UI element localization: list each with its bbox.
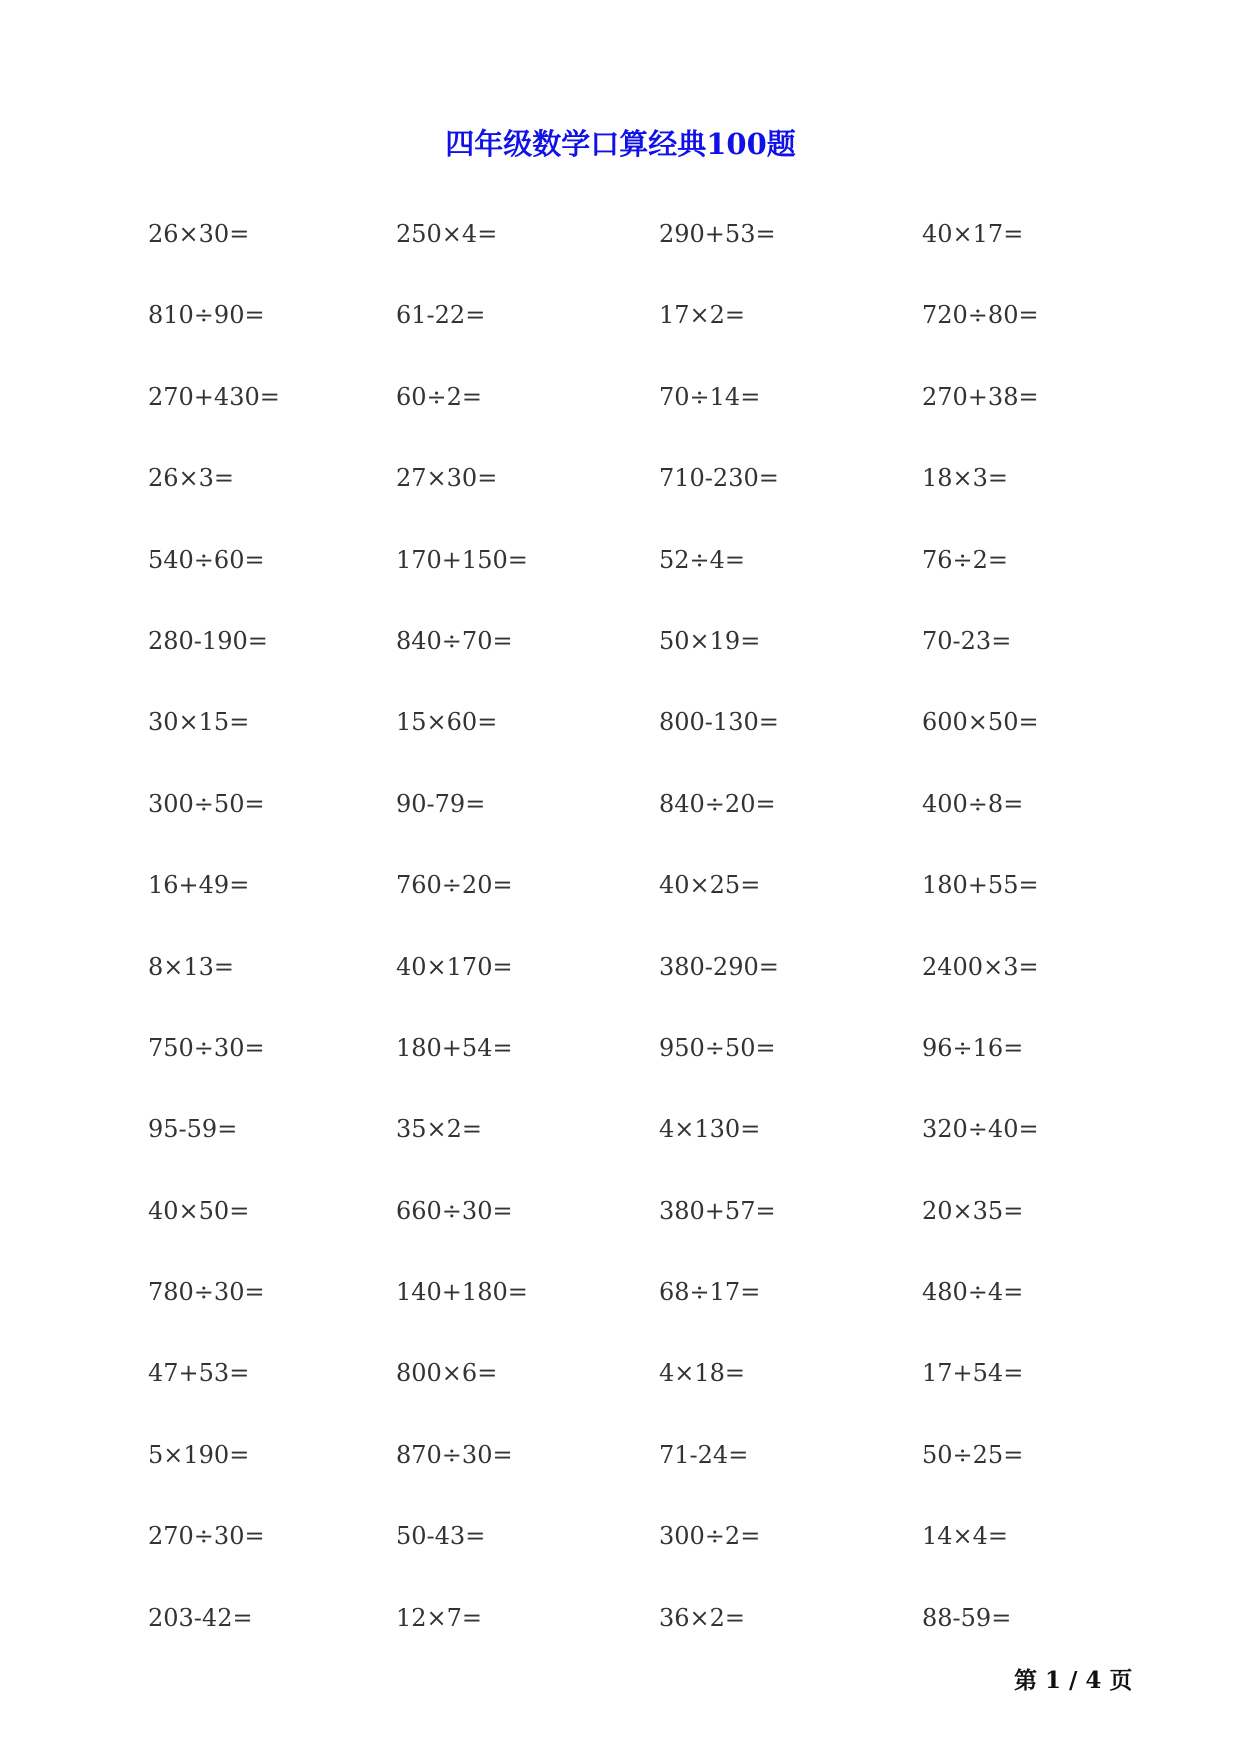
problem-item: 300÷2= [659,1522,761,1551]
problem-item: 71-24= [659,1440,749,1469]
problem-item: 47+53= [148,1359,250,1388]
problem-item: 12×7= [396,1603,483,1632]
problem-item: 4×18= [659,1359,746,1388]
problem-item: 40×50= [148,1196,250,1225]
problem-item: 68÷17= [659,1278,761,1307]
problem-item: 800×6= [396,1359,498,1388]
problem-item: 40×25= [659,871,761,900]
problem-item: 540÷60= [148,545,265,574]
problem-item: 760÷20= [396,871,513,900]
problem-item: 600×50= [922,708,1039,737]
problem-item: 70-23= [922,626,1012,655]
problem-item: 26×30= [148,220,250,248]
problem-item: 5×190= [148,1440,250,1469]
problem-item: 30×15= [148,708,250,737]
problem-item: 840÷70= [396,626,513,655]
problem-row [0,545,1241,626]
problem-item: 20×35= [922,1196,1024,1225]
problem-item: 90-79= [396,789,486,818]
problem-row [0,463,1241,544]
problem-item: 270+38= [922,382,1039,411]
problem-item: 76÷2= [922,545,1009,574]
problem-item: 27×30= [396,464,498,493]
problem-item: 50÷25= [922,1440,1024,1469]
problem-item: 950÷50= [659,1033,776,1062]
problem-item: 170+150= [396,545,528,574]
problem-item: 400÷8= [922,789,1024,818]
problem-item: 40×17= [922,220,1024,248]
problem-item: 60÷2= [396,382,483,411]
problem-item: 88-59= [922,1603,1012,1632]
problem-item: 16+49= [148,871,250,900]
problem-row [0,1440,1241,1521]
problem-row [0,1114,1241,1195]
problem-item: 4×130= [659,1115,761,1144]
problem-item: 270÷30= [148,1522,265,1551]
problem-item: 720÷80= [922,301,1039,330]
problem-item: 270+430= [148,382,280,411]
problem-item: 710-230= [659,464,779,493]
problem-row [0,952,1241,1033]
problem-item: 780÷30= [148,1278,265,1307]
problem-row [0,300,1241,381]
problem-item: 203-42= [148,1603,253,1632]
problem-item: 14×4= [922,1522,1009,1551]
problem-item: 810÷90= [148,301,265,330]
problem-item: 250×4= [396,220,498,248]
problem-item: 15×60= [396,708,498,737]
problem-item: 380+57= [659,1196,776,1225]
problem-row [0,1033,1241,1114]
problem-item: 840÷20= [659,789,776,818]
problem-row [0,870,1241,951]
problem-item: 17+54= [922,1359,1024,1388]
problem-item: 380-290= [659,952,779,981]
problem-item: 18×3= [922,464,1009,493]
problem-item: 26×3= [148,464,235,493]
problem-item: 50-43= [396,1522,486,1551]
problem-item: 870÷30= [396,1440,513,1469]
problem-row [0,1521,1241,1602]
problem-item: 800-130= [659,708,779,737]
problem-item: 40×170= [396,952,513,981]
problem-grid [0,219,1241,1684]
problem-row [0,1196,1241,1277]
problem-item: 17×2= [659,301,746,330]
problem-item: 660÷30= [396,1196,513,1225]
problem-item: 290+53= [659,220,776,248]
problem-item: 280-190= [148,626,268,655]
problem-item: 2400×3= [922,952,1039,981]
page-number: 第 1 / 4 页 [1014,1667,1133,1694]
problem-row [0,1277,1241,1358]
problem-row [0,219,1241,300]
problem-row [0,626,1241,707]
problem-item: 180+54= [396,1033,513,1062]
problem-item: 36×2= [659,1603,746,1632]
problem-row [0,1358,1241,1439]
problem-row [0,789,1241,870]
problem-item: 50×19= [659,626,761,655]
problem-item: 96÷16= [922,1033,1024,1062]
problem-row [0,707,1241,788]
problem-item: 180+55= [922,871,1039,900]
problem-item: 35×2= [396,1115,483,1144]
page-title: 四年级数学口算经典100题 [445,127,796,161]
problem-item: 750÷30= [148,1033,265,1062]
problem-item: 8×13= [148,952,235,981]
problem-item: 70÷14= [659,382,761,411]
problem-item: 61-22= [396,301,486,330]
problem-item: 95-59= [148,1115,238,1144]
problem-row [0,382,1241,463]
problem-item: 140+180= [396,1278,528,1307]
problem-item: 320÷40= [922,1115,1039,1144]
problem-item: 300÷50= [148,789,265,818]
problem-item: 52÷4= [659,545,746,574]
problem-item: 480÷4= [922,1278,1024,1307]
